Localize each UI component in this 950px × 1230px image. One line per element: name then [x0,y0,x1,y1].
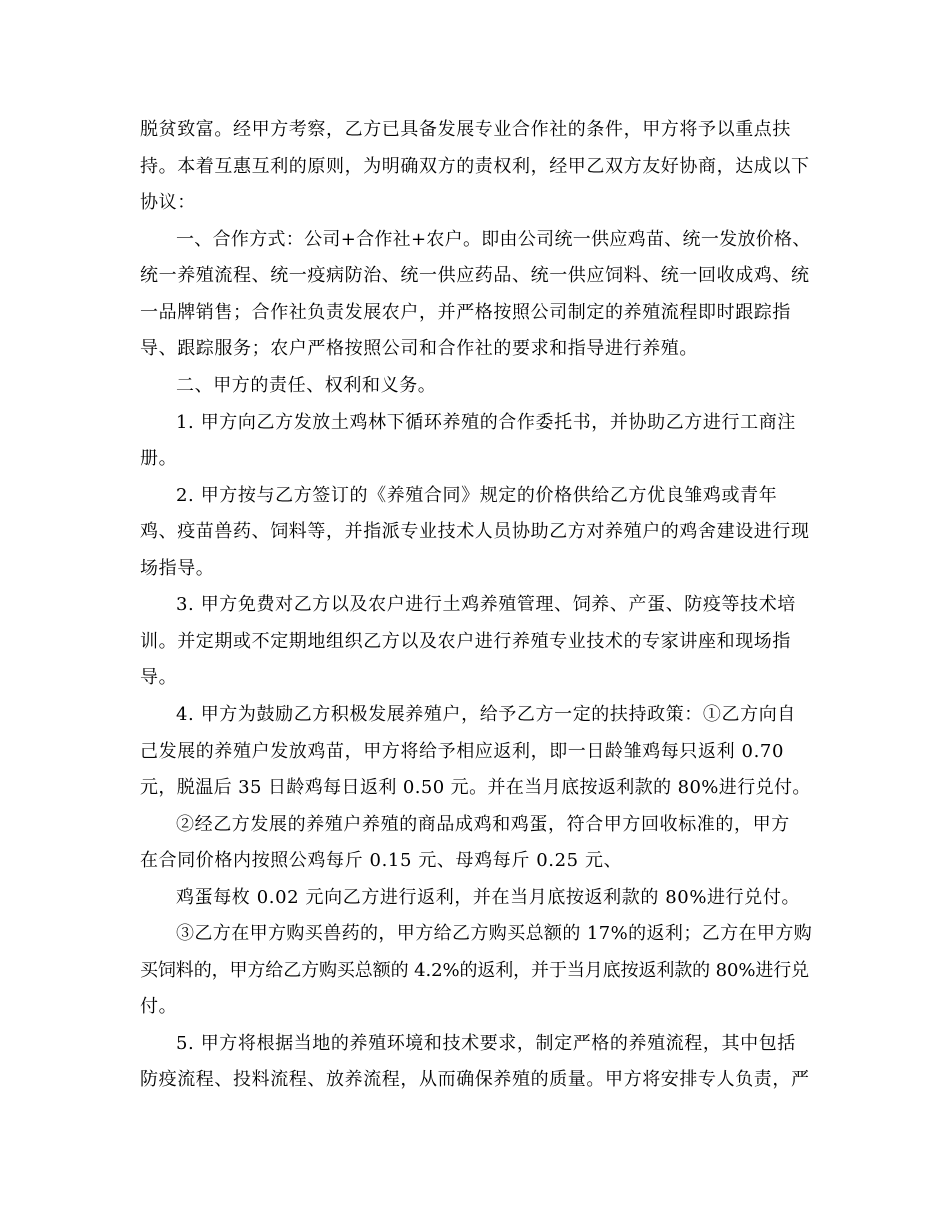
text-line: 持。本着互惠互利的原则，为明确双方的责权利，经甲乙双方友好协商，达成以下 [140,156,810,177]
text-line: 协议： [140,192,196,213]
text-line: 脱贫致富。经甲方考察，乙方已具备发展专业合作社的条件，甲方将予以重点扶 [140,119,791,140]
text-line: 场指导。 [140,558,215,579]
text-line: 2. 甲方按与乙方签订的《养殖合同》规定的价格供给乙方优良雏鸡或青年 [176,485,778,506]
text-line: 5. 甲方将根据当地的养殖环境和技术要求，制定严格的养殖流程，其中包括 [176,1033,796,1054]
text-line: ②经乙方发展的养殖户养殖的商品成鸡和鸡蛋，符合甲方回收标准的，甲方 [176,814,790,835]
text-line: 鸡、疫苗兽药、饲料等，并指派专业技术人员协助乙方对养殖户的鸡舍建设进行现 [140,521,810,542]
text-line: 4. 甲方为鼓励乙方积极发展养殖户，给予乙方一定的扶持政策：①乙方向自 [176,704,796,725]
text-line: 在合同价格内按照公鸡每斤 0.15 元、母鸡每斤 0.25 元、 [140,850,623,871]
text-line: 1. 甲方向乙方发放土鸡林下循环养殖的合作委托书，并协助乙方进行工商注 [176,412,796,433]
text-line: 导。 [140,667,178,688]
text-line: 3. 甲方免费对乙方以及农户进行土鸡养殖管理、饲养、产蛋、防疫等技术培 [176,594,796,615]
text-line: ③乙方在甲方购买兽药的，甲方给乙方购买总额的 17%的返利；乙方在甲方购 [176,923,813,944]
text-line: 一品牌销售；合作社负责发展农户，并严格按照公司制定的养殖流程即时跟踪指 [140,302,791,323]
text-line: 买饲料的，甲方给乙方购买总额的 4.2%的返利，并于当月底按返利款的 80%进行兑 [140,960,810,981]
text-line: 防疫流程、投料流程、放养流程，从而确保养殖的质量。甲方将安排专人负责，严 [140,1069,810,1090]
text-line: 元，脱温后 35 日龄鸡每日返利 0.50 元。并在当月底按返利款的 80%进行兑付。 [140,777,811,798]
text-line: 付。 [140,996,178,1017]
text-line: 鸡蛋每枚 0.02 元向乙方进行返利，并在当月底按返利款的 80%进行兑付。 [176,887,801,908]
text-line: 一、合作方式：公司+合作社+农户。即由公司统一供应鸡苗、统一发放价格、 [176,229,811,250]
text-line: 册。 [140,448,178,469]
text-line: 己发展的养殖户发放鸡苗，甲方将给予相应返利，即一日龄雏鸡每只返利 0.70 [140,741,784,762]
text-line: 训。并定期或不定期地组织乙方以及农户进行养殖专业技术的专家讲座和现场指 [140,631,791,652]
text-line: 导、跟踪服务；农户严格按照公司和合作社的要求和指导进行养殖。 [140,338,698,359]
text-line: 统一养殖流程、统一疫病防治、统一供应药品、统一供应饲料、统一回收成鸡、统 [140,265,810,286]
text-line: 二、甲方的责任、权利和义务。 [176,375,437,396]
